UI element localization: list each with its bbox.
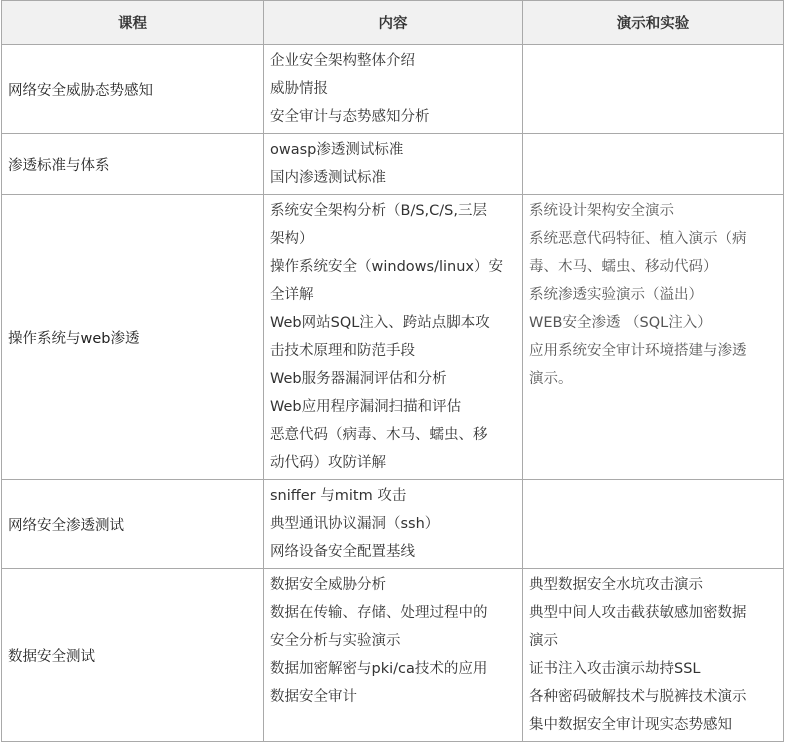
content-line: Web网站SQL注入、跨站点脚本攻 [270,315,490,331]
demo-line: 毒、木马、蠕虫、移动代码） [529,259,718,275]
content-cell [264,195,523,480]
content-line: Web服务器漏洞评估和分析 [270,371,447,387]
content-line: sniffer 与mitm 攻击 [270,488,407,504]
demo-line: 证书注入攻击演示劫持SSL [529,661,701,677]
table-row [2,195,784,480]
demo-line: 系统恶意代码特征、植入演示（病 [529,231,747,247]
demo-cell [523,134,784,195]
content-line: 击技术原理和防范手段 [270,343,415,359]
demo-cell [523,45,784,134]
header-course: 课程 [2,1,264,45]
content-line: 数据安全威胁分析 [270,577,386,593]
content-line: 数据安全审计 [270,689,357,705]
demo-line: 系统设计架构安全演示 [529,203,674,219]
content-line: 数据在传输、存储、处理过程中的 [270,605,488,621]
demo-cell [523,195,784,480]
demo-line: WEB安全渗透 （SQL注入） [529,315,712,331]
content-line: 动代码）攻防详解 [270,455,386,471]
content-line: 国内渗透测试标准 [270,170,386,186]
course-cell: 渗透标准与体系 [2,134,264,195]
content-cell [264,134,523,195]
demo-line: 典型中间人攻击截获敏感加密数据 [529,605,747,621]
content-line: 数据加密解密与pki/ca技术的应用 [270,661,488,677]
demo-line: 系统渗透实验演示（溢出） [529,287,703,303]
content-line: 安全审计与态势感知分析 [270,109,430,125]
content-line: 恶意代码（病毒、木马、蠕虫、移 [270,427,488,443]
demo-line: 典型数据安全水坑攻击演示 [529,577,703,593]
content-cell [264,569,523,742]
content-line: Web应用程序漏洞扫描和评估 [270,399,462,415]
header-demo: 演示和实验 [523,1,784,45]
table-row [2,45,784,134]
content-cell [264,45,523,134]
course-table [1,0,784,742]
demo-cell [523,569,784,742]
table-row [2,569,784,742]
course-cell: 网络安全渗透测试 [2,480,264,569]
content-line: 操作系统安全（windows/linux）安 [270,259,503,275]
demo-line: 各种密码破解技术与脱裤技术演示 [529,689,747,705]
content-line: 企业安全架构整体介绍 [270,53,415,69]
table-row [2,480,784,569]
content-line: 典型通讯协议漏洞（ssh） [270,516,440,532]
content-line: 全详解 [270,287,314,303]
course-cell: 操作系统与web渗透 [2,195,264,480]
course-cell: 网络安全威胁态势感知 [2,45,264,134]
demo-line: 应用系统安全审计环境搭建与渗透 [529,343,747,359]
header-row [2,1,784,45]
content-line: 网络设备安全配置基线 [270,544,415,560]
demo-line: 演示 [529,633,558,649]
content-line: 系统安全架构分析（B/S,C/S,三层 [270,203,487,219]
demo-line: 演示。 [529,371,573,387]
content-line: 架构） [270,231,314,247]
content-cell [264,480,523,569]
table-row [2,134,784,195]
course-cell: 数据安全测试 [2,569,264,742]
header-content: 内容 [264,1,523,45]
content-line: 威胁情报 [270,81,328,97]
content-line: owasp渗透测试标准 [270,142,404,158]
demo-line: 集中数据安全审计现实态势感知 [529,717,732,733]
content-line: 安全分析与实验演示 [270,633,401,649]
demo-cell [523,480,784,569]
